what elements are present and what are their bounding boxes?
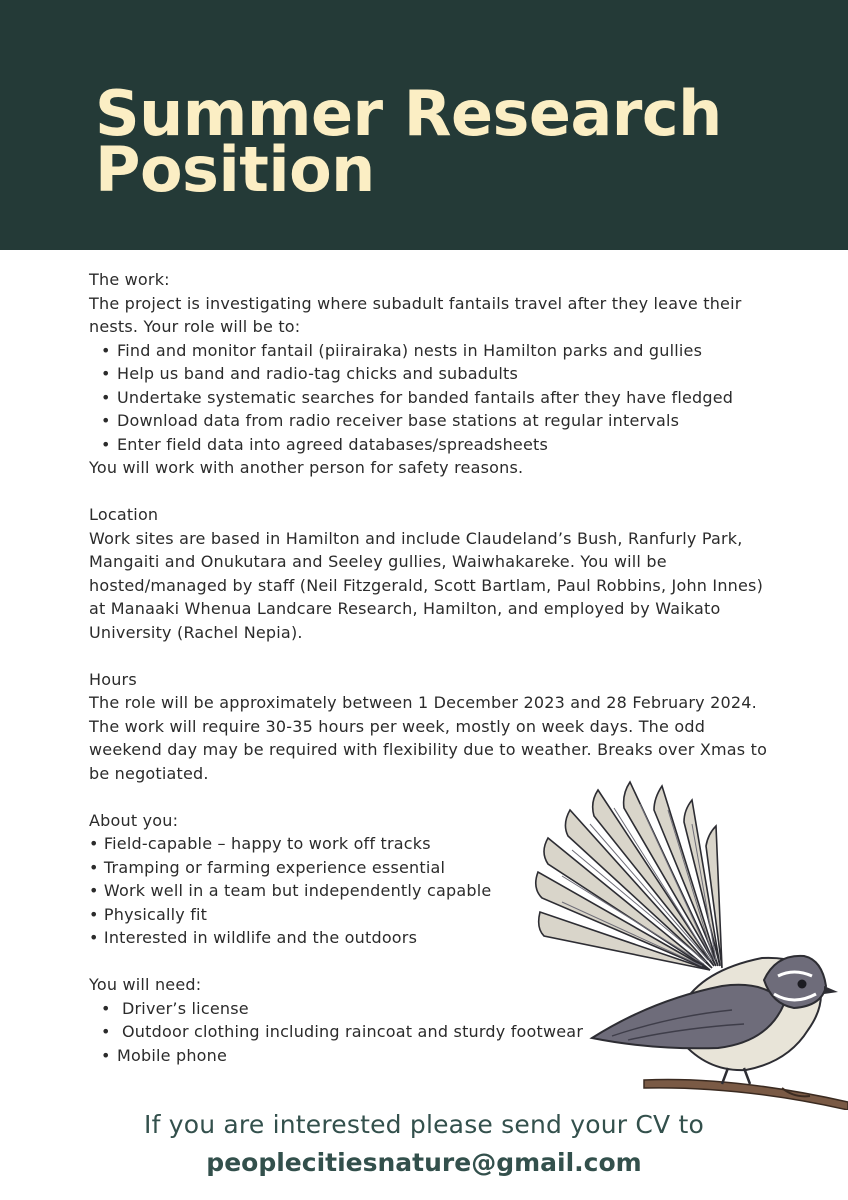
location-text: Work sites are based in Hamilton and include Claudeland’s Bush, Ranfurly Park, Mangaiti and Onukutara and Seeley gullies, Waiwhakareke. You will be hosted/managed by staff (Neil Fitzgerald, Scott Bartlam, Paul Robbins, John Innes) at Manaaki Whenua Landcare Research, Hamilton, and employed by Waikato University (Rachel Nepia). <box>89 528 764 642</box>
section-location <box>89 503 769 644</box>
list-item: • Physically fit <box>89 904 208 924</box>
section-heading-about: About you: <box>89 810 179 830</box>
title-line-1: Summer Research <box>95 77 722 150</box>
list-item: • Driver’s license <box>117 997 769 1021</box>
section-heading-need: You will need: <box>89 975 202 994</box>
work-intro: The project is investigating where subadult fantails travel after they leave their nests. Your role will be to: <box>89 293 742 336</box>
list-item: • Mobile phone <box>117 1044 769 1068</box>
list-item: • Download data from radio receiver base stations at regular intervals <box>117 409 769 433</box>
hours-text: The role will be approximately between 1 December 2023 and 28 February 2024. The work will require 30-35 hours per week, mostly on week days. The odd weekend day may be required with flexibility due to weather. Breaks over Xmas to be negotiated. <box>89 693 768 783</box>
list-item: • Help us band and radio-tag chicks and subadults <box>117 362 769 386</box>
title-line-2: Position <box>95 133 375 206</box>
list-item: • Undertake systematic searches for banded fantails after they have fledged <box>117 386 769 410</box>
section-heading-location: Location <box>89 505 159 524</box>
list-item: • Tramping or farming experience essential <box>89 857 446 877</box>
list-item: • Find and monitor fantail (piirairaka) nests in Hamilton parks and gullies <box>117 339 769 363</box>
section-hours <box>89 668 769 786</box>
list-item: • Outdoor clothing including raincoat and sturdy footwear <box>117 1020 769 1044</box>
page-title <box>95 77 722 206</box>
list-item: • Interested in wildlife and the outdoors <box>89 928 418 947</box>
work-task-list <box>89 339 769 457</box>
list-item: • Field-capable – happy to work off tracks <box>89 834 431 853</box>
section-heading-hours: Hours <box>89 669 137 689</box>
list-item: • Enter field data into agreed databases/spreadsheets <box>117 433 769 457</box>
work-outro: You will work with another person for safety reasons. <box>89 458 524 477</box>
section-heading-work: The work: <box>89 270 170 289</box>
header-banner <box>0 0 848 250</box>
fantail-bird-illustration <box>532 780 848 1110</box>
list-item: • Work well in a team but independently capable <box>89 881 492 900</box>
footer-cta: If you are interested please send your CV to <box>144 1110 704 1139</box>
contact-email[interactable]: peoplecitiesnature@gmail.com <box>206 1148 642 1177</box>
section-work <box>89 268 769 480</box>
